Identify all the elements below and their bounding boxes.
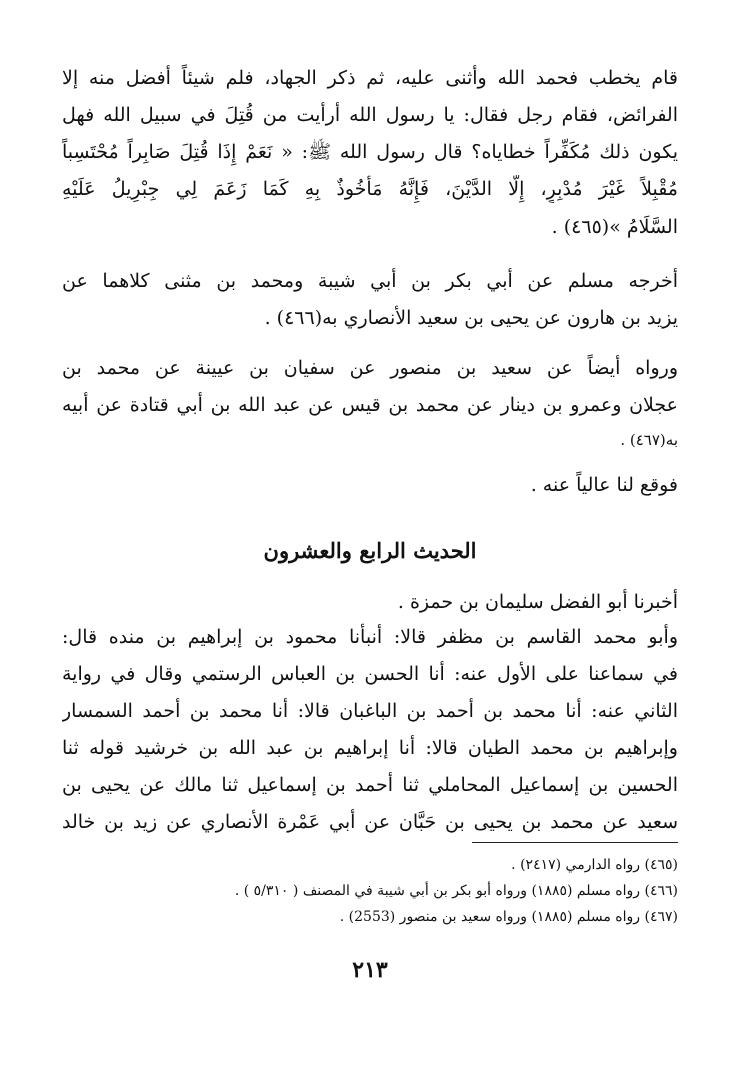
text-line: يزيد بن هارون عن يحيى بن سعيد الأنصاري به(٤٦٦) . xyxy=(264,307,678,329)
section-heading: الحديث الرابع والعشرون xyxy=(263,538,477,563)
text-line: ورواه أيضاً عن سعيد بن منصور عن سفيان بن عيينة عن محمد بن xyxy=(62,357,678,379)
text-line: وأبو محمد القاسم بن مظفر قالا: أنبأنا محمود بن إبراهيم بن منده قال: xyxy=(62,626,678,648)
text-line: الحسين بن إسماعيل المحاملي ثنا أحمد بن إسماعيل ثنا مالك عن يحيى بن xyxy=(62,774,678,796)
page-number: ٢١٣ xyxy=(352,957,388,983)
footnote: (٤٦٧) رواه مسلم (١٨٨٥) ورواه سعيد بن منصور (2553) . xyxy=(339,909,678,925)
text-line: السَّلَامُ »(٤٦٥) . xyxy=(551,216,678,238)
text-line: مُقْبِلاً غَيْرَ مُدْبِرٍ، إِلَّا الدَّيْنَ، فَإِنَّهُ مَأْخُوذٌ بِهِ كَمَا زَعَمَ لِي جِبْرِيلُ عَلَيْهِ xyxy=(62,178,678,200)
book-page xyxy=(62,64,678,1044)
text-line: عجلان وعمرو بن دينار عن محمد بن قيس عن عبد الله بن أبي قتادة عن أبيه xyxy=(62,394,678,416)
text-line: أخبرنا أبو الفضل سليمان بن حمزة . xyxy=(397,591,678,613)
text-line: سعيد عن محمد بن يحيى بن حَبَّان عن أبي عَمْرة الأنصاري عن زيد بن خالد xyxy=(62,811,678,833)
footnote-divider xyxy=(472,842,678,843)
text-line: به(٤٦٧) . xyxy=(620,431,678,449)
text-line: قام يخطب فحمد الله وأثنى عليه، ثم ذكر الجهاد، فلم شيئاً أفضل منه إلا xyxy=(62,67,678,89)
text-line: وإبراهيم بن محمد الطيان قالا: أنا إبراهيم بن عبد الله بن خرشيد قوله ثنا xyxy=(62,737,678,759)
text-line: يكون ذلك مُكَفِّراً خطاياه؟ قال رسول الله ﷺ: « نَعَمْ إِذَا قُتِلَ صَابِراً مُحْتَسِباً xyxy=(62,141,678,163)
text-line: الفرائض، فقام رجل فقال: يا رسول الله أرأيت من قُتِلَ في سبيل الله فهل xyxy=(62,104,678,126)
footnote: (٤٦٦) رواه مسلم (١٨٨٥) ورواه أبو بكر بن أبي شيبة في المصنف ( ٥/٣١٠ ) . xyxy=(234,883,678,899)
footnote: (٤٦٥) رواه الدارمي (٢٤١٧) . xyxy=(511,857,678,873)
text-line: في سماعنا على الأول عنه: أنا الحسن بن العباس الرستمي وقال في رواية xyxy=(62,663,678,685)
text-line: فوقع لنا عالياً عنه . xyxy=(530,474,678,496)
text-line: الثاني عنه: أنا محمد بن أحمد بن الباغبان قالا: أنا محمد بن أحمد السمسار xyxy=(62,700,678,722)
text-line: أخرجه مسلم عن أبي بكر بن أبي شيبة ومحمد بن مثنى كلاهما عن xyxy=(62,270,678,292)
